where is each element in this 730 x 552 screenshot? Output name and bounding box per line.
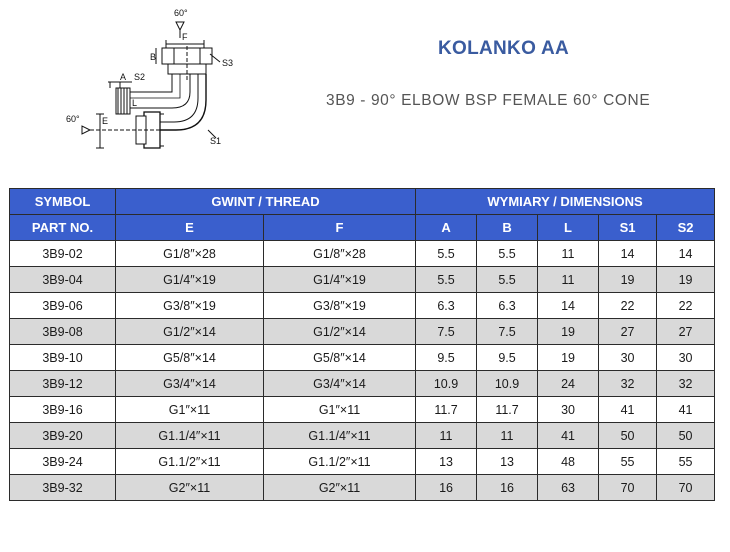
label-S1: S1: [210, 136, 222, 146]
label-A: A: [120, 72, 127, 82]
cell-thread-f: G3/4″×14: [264, 371, 416, 397]
cell-thread-e: G1.1/2″×11: [116, 449, 264, 475]
cell-dim-b: 6.3: [477, 293, 538, 319]
cell-thread-e: G3/8″×19: [116, 293, 264, 319]
header-F: F: [264, 215, 416, 241]
cell-dim-a: 9.5: [416, 345, 477, 371]
header-E: E: [116, 215, 264, 241]
cell-dim-s1: 55: [599, 449, 657, 475]
cell-part-no: 3B9-04: [10, 267, 116, 293]
cell-dim-b: 13: [477, 449, 538, 475]
cell-dim-l: 19: [538, 345, 599, 371]
table-row: [10, 293, 715, 319]
cell-part-no: 3B9-16: [10, 397, 116, 423]
cell-part-no: 3B9-12: [10, 371, 116, 397]
cell-dim-s1: 70: [599, 475, 657, 501]
cell-dim-a: 16: [416, 475, 477, 501]
cell-dim-b: 16: [477, 475, 538, 501]
cell-dim-l: 14: [538, 293, 599, 319]
table-row: [10, 397, 715, 423]
cell-thread-e: G1/2″×14: [116, 319, 264, 345]
cell-dim-s2: 55: [657, 449, 715, 475]
table-row: [10, 371, 715, 397]
label-angle-left: 60°: [66, 114, 80, 124]
header-thread: GWINT / THREAD: [116, 189, 416, 215]
cell-dim-s2: 41: [657, 397, 715, 423]
cell-dim-s2: 50: [657, 423, 715, 449]
cell-dim-s2: 70: [657, 475, 715, 501]
cell-dim-l: 30: [538, 397, 599, 423]
cell-thread-f: G1″×11: [264, 397, 416, 423]
cell-dim-s1: 19: [599, 267, 657, 293]
label-S3: S3: [222, 58, 234, 68]
cell-part-no: 3B9-10: [10, 345, 116, 371]
header-dimensions: WYMIARY / DIMENSIONS: [416, 189, 715, 215]
cell-dim-b: 7.5: [477, 319, 538, 345]
cell-dim-s1: 14: [599, 241, 657, 267]
cell-dim-s2: 14: [657, 241, 715, 267]
cell-dim-l: 24: [538, 371, 599, 397]
table-row: [10, 449, 715, 475]
cell-thread-e: G5/8″×14: [116, 345, 264, 371]
header-L: L: [538, 215, 599, 241]
cell-dim-s1: 50: [599, 423, 657, 449]
cell-dim-b: 5.5: [477, 241, 538, 267]
cell-part-no: 3B9-32: [10, 475, 116, 501]
header-B: B: [477, 215, 538, 241]
cell-thread-f: G1.1/2″×11: [264, 449, 416, 475]
table-row: [10, 319, 715, 345]
cell-dim-s1: 41: [599, 397, 657, 423]
cell-dim-l: 11: [538, 241, 599, 267]
cell-dim-s2: 22: [657, 293, 715, 319]
table-row: [10, 267, 715, 293]
cell-dim-l: 63: [538, 475, 599, 501]
header-symbol: SYMBOL: [10, 189, 116, 215]
cell-thread-f: G5/8″×14: [264, 345, 416, 371]
table-row: [10, 475, 715, 501]
cell-dim-s2: 19: [657, 267, 715, 293]
cell-dim-s1: 27: [599, 319, 657, 345]
cell-thread-f: G1/4″×19: [264, 267, 416, 293]
cell-dim-l: 11: [538, 267, 599, 293]
cell-dim-l: 19: [538, 319, 599, 345]
label-B: B: [150, 52, 157, 62]
cell-dim-b: 5.5: [477, 267, 538, 293]
page-subtitle: 3B9 - 90° ELBOW BSP FEMALE 60° CONE: [326, 92, 651, 109]
cell-dim-a: 11.7: [416, 397, 477, 423]
cell-dim-a: 11: [416, 423, 477, 449]
cell-part-no: 3B9-08: [10, 319, 116, 345]
label-L: L: [132, 98, 138, 108]
header-S1: S1: [599, 215, 657, 241]
cell-dim-a: 7.5: [416, 319, 477, 345]
cell-dim-s1: 32: [599, 371, 657, 397]
cell-dim-a: 6.3: [416, 293, 477, 319]
page-title: KOLANKO AA: [438, 38, 570, 59]
cell-thread-e: G1″×11: [116, 397, 264, 423]
cell-thread-e: G1/4″×19: [116, 267, 264, 293]
cell-dim-b: 11: [477, 423, 538, 449]
label-S2: S2: [134, 72, 146, 82]
cell-dim-s2: 32: [657, 371, 715, 397]
cell-thread-e: G1.1/4″×11: [116, 423, 264, 449]
table-body: [10, 241, 715, 501]
table-header-row-2: [10, 215, 715, 241]
cell-dim-a: 5.5: [416, 241, 477, 267]
table-row: [10, 345, 715, 371]
cell-thread-f: G1/2″×14: [264, 319, 416, 345]
label-F: F: [182, 32, 188, 42]
header-part-no: PART NO.: [10, 215, 116, 241]
label-angle-top: 60°: [174, 8, 188, 18]
cell-dim-s1: 30: [599, 345, 657, 371]
cell-dim-l: 48: [538, 449, 599, 475]
cell-dim-b: 9.5: [477, 345, 538, 371]
cell-dim-s1: 22: [599, 293, 657, 319]
cell-thread-f: G3/8″×19: [264, 293, 416, 319]
cell-dim-s2: 27: [657, 319, 715, 345]
cell-part-no: 3B9-20: [10, 423, 116, 449]
cell-thread-f: G1/8″×28: [264, 241, 416, 267]
header-S2: S2: [657, 215, 715, 241]
cell-thread-e: G2″×11: [116, 475, 264, 501]
cell-thread-e: G1/8″×28: [116, 241, 264, 267]
table-row: [10, 241, 715, 267]
cell-dim-l: 41: [538, 423, 599, 449]
cell-dim-b: 11.7: [477, 397, 538, 423]
table-header-row-1: [10, 189, 715, 215]
header-A: A: [416, 215, 477, 241]
table-row: [10, 423, 715, 449]
cell-dim-b: 10.9: [477, 371, 538, 397]
cell-dim-s2: 30: [657, 345, 715, 371]
cell-dim-a: 10.9: [416, 371, 477, 397]
cell-thread-f: G1.1/4″×11: [264, 423, 416, 449]
cell-thread-e: G3/4″×14: [116, 371, 264, 397]
cell-thread-f: G2″×11: [264, 475, 416, 501]
spec-table: [9, 188, 715, 501]
cell-dim-a: 5.5: [416, 267, 477, 293]
cell-part-no: 3B9-24: [10, 449, 116, 475]
cell-part-no: 3B9-06: [10, 293, 116, 319]
label-E: E: [102, 116, 109, 126]
cell-dim-a: 13: [416, 449, 477, 475]
fitting-drawing: [60, 2, 250, 162]
cell-part-no: 3B9-02: [10, 241, 116, 267]
